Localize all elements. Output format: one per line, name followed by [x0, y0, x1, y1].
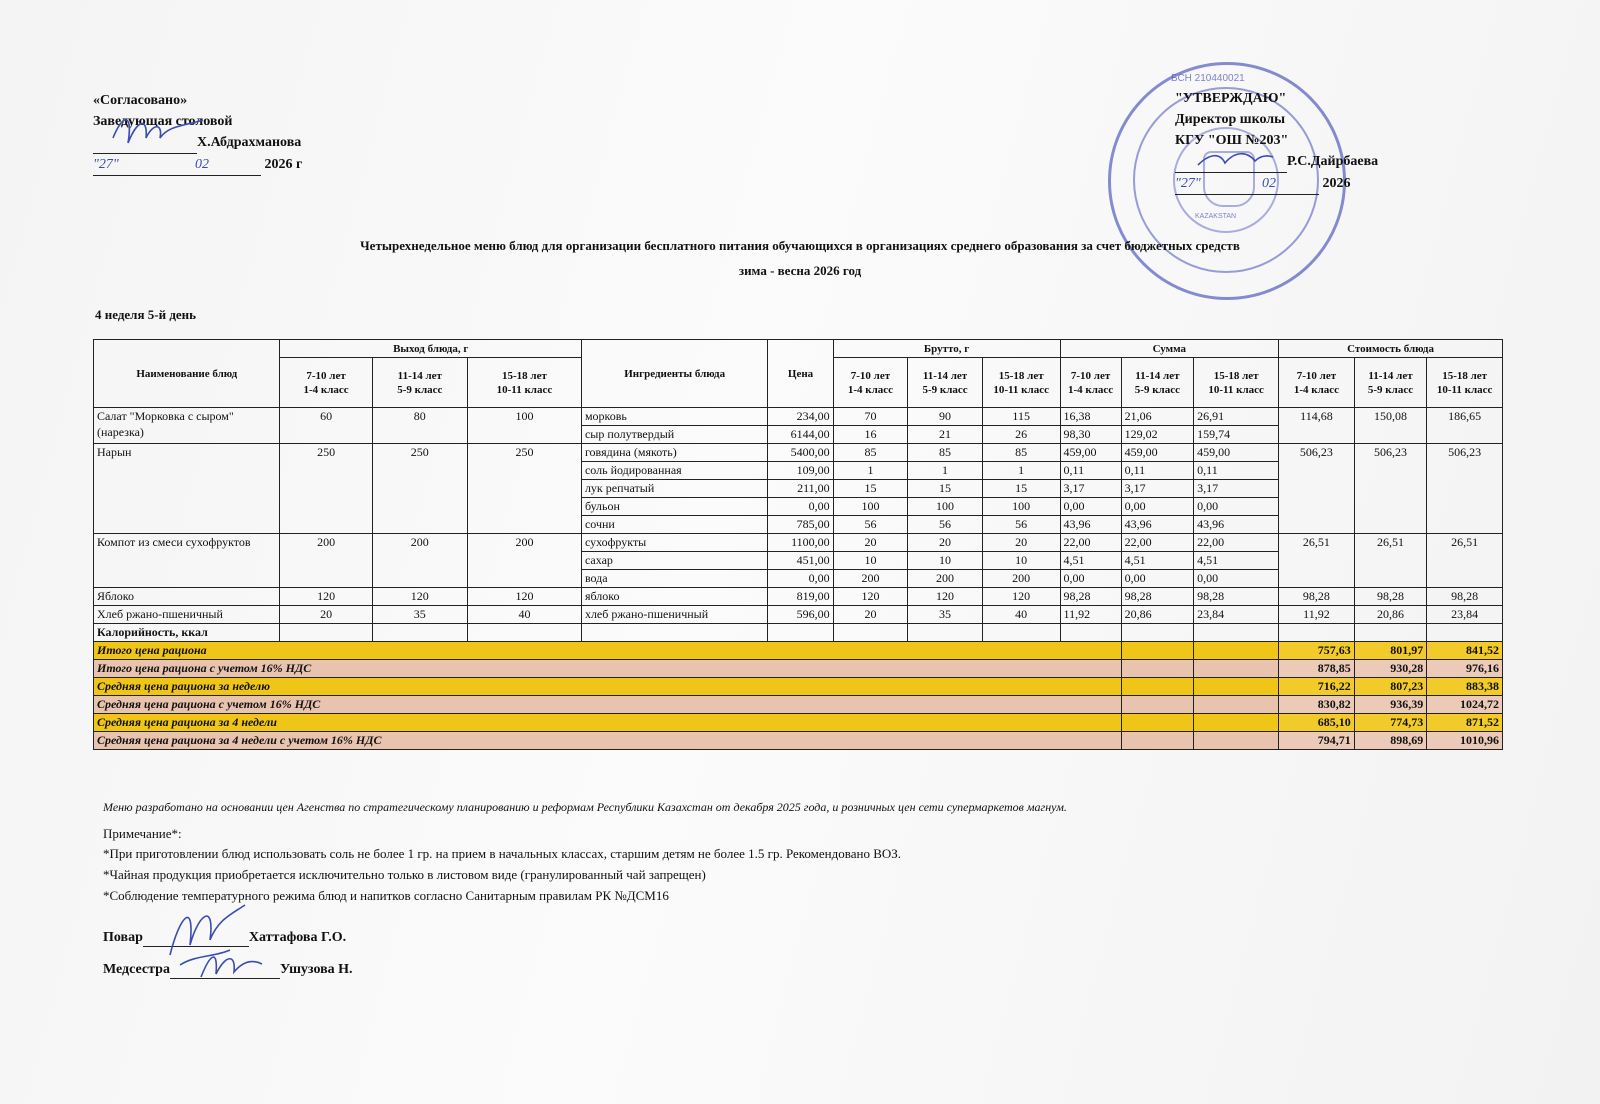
ingredient-brutto: 200 [908, 570, 983, 588]
ingredient-brutto: 200 [833, 570, 908, 588]
ingredient-name: бульон [581, 498, 767, 516]
dish-cost: 26,51 [1354, 534, 1427, 588]
ingredient-brutto: 20 [833, 606, 908, 624]
approved-position: Директор школы [1175, 112, 1286, 127]
ingredient-sum: 11,92 [1060, 606, 1121, 624]
ingredient-brutto: 1 [982, 462, 1060, 480]
dish-name: Салат "Морковка с сыром" (нарезка) [94, 408, 280, 444]
ingredient-brutto: 100 [982, 498, 1060, 516]
table-row [94, 588, 1503, 606]
ingredient-brutto: 15 [908, 480, 983, 498]
cook-name: Хаттафова Г.О. [248, 930, 347, 945]
ingredient-sum: 0,00 [1121, 570, 1194, 588]
ingredient-brutto: 56 [908, 516, 983, 534]
summary-value: 930,28 [1354, 660, 1427, 678]
ingredient-sum: 0,00 [1194, 570, 1279, 588]
calories-cell [1279, 624, 1355, 642]
summary-cell [1121, 732, 1194, 750]
dish-output: 250 [280, 444, 372, 534]
summary-value: 716,22 [1279, 678, 1355, 696]
summary-value: 774,73 [1354, 714, 1427, 732]
summary-value: 807,23 [1354, 678, 1427, 696]
summary-cell [1194, 732, 1279, 750]
agreed-position: Заведующая столовой [93, 114, 233, 129]
ingredient-name: соль йодированная [581, 462, 767, 480]
col-output: Выход блюда, г [280, 340, 581, 358]
table-row [94, 534, 1503, 552]
ingredient-price: 819,00 [768, 588, 833, 606]
ingredient-brutto: 1 [833, 462, 908, 480]
dish-cost: 23,84 [1427, 606, 1503, 624]
ingredient-sum: 0,00 [1060, 570, 1121, 588]
dish-cost: 506,23 [1427, 444, 1503, 534]
summary-cell [1121, 642, 1194, 660]
ingredient-sum: 98,28 [1121, 588, 1194, 606]
approved-year: 2026 [1322, 176, 1351, 191]
ingredient-brutto: 20 [833, 534, 908, 552]
ingredient-brutto: 100 [908, 498, 983, 516]
cost-age-header-2: 11-14 лет 5-9 класс [1354, 358, 1427, 408]
note-1: *При приготовлении блюд использовать соль не более 1 гр. на прием в начальных классах, старшим детям не более 1.5 гр. Рекомендовано ВОЗ. [103, 846, 902, 861]
summary-cell [1121, 696, 1194, 714]
calories-cell [1427, 624, 1503, 642]
agreed-title: «Согласовано» [93, 93, 188, 108]
dish-cost: 26,51 [1427, 534, 1503, 588]
ingredient-sum: 0,11 [1194, 462, 1279, 480]
calories-cell [467, 624, 581, 642]
ingredient-sum: 98,30 [1060, 426, 1121, 444]
summary-value: 841,52 [1427, 642, 1503, 660]
ingredient-brutto: 15 [833, 480, 908, 498]
brutto-age-header-1: 7-10 лет 1-4 класс [833, 358, 908, 408]
sum-age-header-2: 11-14 лет 5-9 класс [1121, 358, 1194, 408]
summary-row [94, 642, 1503, 660]
calories-label: Калорийность, ккал [94, 624, 280, 642]
ingredient-sum: 3,17 [1060, 480, 1121, 498]
dish-name: Хлеб ржано-пшеничный [94, 606, 280, 624]
ingredient-price: 0,00 [768, 498, 833, 516]
dish-cost: 150,08 [1354, 408, 1427, 444]
summary-value: 1010,96 [1427, 732, 1503, 750]
dish-output: 40 [467, 606, 581, 624]
dish-cost: 26,51 [1279, 534, 1355, 588]
ingredient-brutto: 120 [982, 588, 1060, 606]
ingredient-sum: 98,28 [1060, 588, 1121, 606]
ingredient-name: говядина (мякоть) [581, 444, 767, 462]
col-ingredients: Ингредиенты блюда [581, 340, 767, 408]
note-2: *Чайная продукция приобретается исключительно только в листовом виде (гранулированный чай запрещен) [103, 867, 706, 882]
ingredient-sum: 3,17 [1121, 480, 1194, 498]
ingredient-sum: 129,02 [1121, 426, 1194, 444]
dish-output: 80 [372, 408, 467, 444]
ingredient-sum: 21,06 [1121, 408, 1194, 426]
approved-org: КГУ "ОШ №203" [1175, 133, 1289, 148]
dish-output: 200 [280, 534, 372, 588]
ingredient-brutto: 70 [833, 408, 908, 426]
ingredient-brutto: 115 [982, 408, 1060, 426]
ingredient-brutto: 200 [982, 570, 1060, 588]
brutto-age-header-2: 11-14 лет 5-9 класс [908, 358, 983, 408]
week-day-label: 4 неделя 5-й день [95, 307, 197, 322]
ingredient-sum: 20,86 [1121, 606, 1194, 624]
ingredient-sum: 22,00 [1194, 534, 1279, 552]
nurse-signature-line: Медсестра Ушузова Н. [103, 962, 353, 977]
dish-output: 250 [467, 444, 581, 534]
ingredient-sum: 4,51 [1194, 552, 1279, 570]
summary-label: Средняя цена рациона за 4 недели с учетом 16% НДС [94, 732, 1122, 750]
summary-value: 1024,72 [1427, 696, 1503, 714]
col-dish: Наименование блюд [94, 340, 280, 408]
dish-cost: 506,23 [1279, 444, 1355, 534]
summary-label: Итого цена рациона с учетом 16% НДС [94, 660, 1122, 678]
summary-cell [1194, 678, 1279, 696]
approved-title: "УТВЕРЖДАЮ" [1175, 91, 1287, 106]
calories-cell [1354, 624, 1427, 642]
ingredient-sum: 22,00 [1060, 534, 1121, 552]
calories-cell [581, 624, 767, 642]
ingredient-name: сочни [581, 516, 767, 534]
ingredient-price: 451,00 [768, 552, 833, 570]
summary-row [94, 732, 1503, 750]
calories-row [94, 624, 1503, 642]
ingredient-name: морковь [581, 408, 767, 426]
cook-signature-line: Повар Хаттафова Г.О. [103, 930, 347, 945]
approved-signature-icon [1195, 145, 1275, 175]
summary-value: 757,63 [1279, 642, 1355, 660]
dish-cost: 11,92 [1279, 606, 1355, 624]
ingredient-brutto: 16 [833, 426, 908, 444]
ingredient-brutto: 26 [982, 426, 1060, 444]
ingredient-brutto: 40 [982, 606, 1060, 624]
ingredient-price: 0,00 [768, 570, 833, 588]
calories-cell [1121, 624, 1194, 642]
ingredient-sum: 26,91 [1194, 408, 1279, 426]
summary-label: Средняя цена рациона с учетом 16% НДС [94, 696, 1122, 714]
brutto-age-header-3: 15-18 лет 10-11 класс [982, 358, 1060, 408]
ingredient-name: яблоко [581, 588, 767, 606]
dish-cost: 506,23 [1354, 444, 1427, 534]
ingredient-brutto: 85 [982, 444, 1060, 462]
menu-table-body [94, 408, 1503, 750]
summary-value: 871,52 [1427, 714, 1503, 732]
ingredient-sum: 23,84 [1194, 606, 1279, 624]
summary-row [94, 696, 1503, 714]
ingredient-brutto: 90 [908, 408, 983, 426]
summary-cell [1121, 714, 1194, 732]
agreed-name: Х.Абдрахманова [197, 135, 302, 150]
dish-cost: 98,28 [1279, 588, 1355, 606]
cost-age-header-3: 15-18 лет 10-11 класс [1427, 358, 1503, 408]
ingredient-price: 596,00 [768, 606, 833, 624]
approved-date: "27" 02 2026 [1175, 173, 1378, 195]
dish-output: 120 [467, 588, 581, 606]
ingredient-sum: 459,00 [1194, 444, 1279, 462]
col-sum: Сумма [1060, 340, 1279, 358]
ingredient-sum: 43,96 [1060, 516, 1121, 534]
summary-cell [1121, 678, 1194, 696]
dish-cost: 186,65 [1427, 408, 1503, 444]
ingredient-sum: 4,51 [1121, 552, 1194, 570]
ingredient-brutto: 1 [908, 462, 983, 480]
nurse-signature-icon [196, 942, 266, 987]
ingredient-sum: 459,00 [1121, 444, 1194, 462]
ingredient-price: 1100,00 [768, 534, 833, 552]
dish-cost: 20,86 [1354, 606, 1427, 624]
school-stamp: БСН 210440021 KAZAKSTAN [1108, 62, 1346, 300]
dish-output: 200 [372, 534, 467, 588]
ingredient-sum: 0,00 [1121, 498, 1194, 516]
summary-value: 830,82 [1279, 696, 1355, 714]
output-age-header-1: 7-10 лет 1-4 класс [280, 358, 372, 408]
calories-cell [280, 624, 372, 642]
col-price: Цена [768, 340, 833, 408]
dish-name: Яблоко [94, 588, 280, 606]
ingredient-name: сыр полутвердый [581, 426, 767, 444]
ingredient-brutto: 120 [908, 588, 983, 606]
col-brutto: Брутто, г [833, 340, 1060, 358]
ingredient-price: 785,00 [768, 516, 833, 534]
ingredient-sum: 0,11 [1121, 462, 1194, 480]
ingredient-brutto: 35 [908, 606, 983, 624]
dish-output: 100 [467, 408, 581, 444]
ingredient-name: лук репчатый [581, 480, 767, 498]
menu-table [93, 339, 1503, 750]
ingredient-brutto: 21 [908, 426, 983, 444]
note-title: Примечание*: [103, 826, 182, 841]
summary-value: 794,71 [1279, 732, 1355, 750]
dish-name: Нарын [94, 444, 280, 534]
dish-output: 35 [372, 606, 467, 624]
summary-row [94, 678, 1503, 696]
nurse-name: Ушузова Н. [279, 962, 353, 977]
summary-value: 898,69 [1354, 732, 1427, 750]
dish-output: 250 [372, 444, 467, 534]
ingredient-brutto: 20 [982, 534, 1060, 552]
summary-value: 685,10 [1279, 714, 1355, 732]
ingredient-name: вода [581, 570, 767, 588]
sum-age-header-3: 15-18 лет 10-11 класс [1194, 358, 1279, 408]
ingredient-name: хлеб ржано-пшеничный [581, 606, 767, 624]
ingredient-sum: 98,28 [1194, 588, 1279, 606]
ingredient-price: 6144,00 [768, 426, 833, 444]
calories-cell [1194, 624, 1279, 642]
source-note: Меню разработано на основании цен Агенства по стратегическому планированию и реформам Республики Казахстан от декабря 2025 года, и розничных цен сети супермаркетов магнум. [103, 800, 1067, 814]
ingredient-brutto: 15 [982, 480, 1060, 498]
note-3: *Соблюдение температурного режима блюд и напитков согласно Санитарным правилам РК №ДСМ16 [103, 888, 669, 903]
summary-cell [1194, 714, 1279, 732]
summary-value: 801,97 [1354, 642, 1427, 660]
ingredient-brutto: 120 [833, 588, 908, 606]
agreed-year: 2026 г [264, 157, 303, 172]
agreed-date: "27" 02 2026 г [93, 154, 302, 176]
menu-season: зима - весна 2026 год [738, 263, 862, 278]
calories-cell [833, 624, 908, 642]
ingredient-sum: 3,17 [1194, 480, 1279, 498]
dish-cost: 114,68 [1279, 408, 1355, 444]
output-age-header-2: 11-14 лет 5-9 класс [372, 358, 467, 408]
menu-title: Четырехнедельное меню блюд для организации бесплатного питания обучающихся в организациях среднего образования за счет бюджетных средств [360, 238, 1240, 253]
dish-output: 200 [467, 534, 581, 588]
calories-cell [982, 624, 1060, 642]
table-row [94, 444, 1503, 462]
summary-value: 976,16 [1427, 660, 1503, 678]
ingredient-sum: 22,00 [1121, 534, 1194, 552]
summary-cell [1194, 642, 1279, 660]
sum-age-header-1: 7-10 лет 1-4 класс [1060, 358, 1121, 408]
ingredient-sum: 459,00 [1060, 444, 1121, 462]
ingredient-sum: 0,00 [1194, 498, 1279, 516]
summary-label: Итого цена рациона [94, 642, 1122, 660]
cost-age-header-1: 7-10 лет 1-4 класс [1279, 358, 1355, 408]
ingredient-brutto: 85 [833, 444, 908, 462]
summary-label: Средняя цена рациона за 4 недели [94, 714, 1122, 732]
approved-name: Р.С.Дайрбаева [1287, 154, 1379, 169]
dish-cost: 98,28 [1354, 588, 1427, 606]
ingredient-sum: 16,38 [1060, 408, 1121, 426]
agreed-signature-icon [108, 108, 208, 158]
ingredient-brutto: 20 [908, 534, 983, 552]
summary-row [94, 660, 1503, 678]
ingredient-price: 109,00 [768, 462, 833, 480]
ingredient-sum: 43,96 [1194, 516, 1279, 534]
calories-cell [768, 624, 833, 642]
ingredient-sum: 0,00 [1060, 498, 1121, 516]
summary-value: 883,38 [1427, 678, 1503, 696]
ingredient-name: сахар [581, 552, 767, 570]
ingredient-price: 5400,00 [768, 444, 833, 462]
ingredient-sum: 4,51 [1060, 552, 1121, 570]
ingredient-price: 211,00 [768, 480, 833, 498]
table-row [94, 408, 1503, 426]
ingredient-price: 234,00 [768, 408, 833, 426]
ingredient-sum: 159,74 [1194, 426, 1279, 444]
ingredient-name: сухофрукты [581, 534, 767, 552]
summary-value: 936,39 [1354, 696, 1427, 714]
summary-row [94, 714, 1503, 732]
calories-cell [372, 624, 467, 642]
output-age-header-3: 15-18 лет 10-11 класс [467, 358, 581, 408]
summary-label: Средняя цена рациона за неделю [94, 678, 1122, 696]
calories-cell [908, 624, 983, 642]
ingredient-sum: 43,96 [1121, 516, 1194, 534]
ingredient-brutto: 100 [833, 498, 908, 516]
dish-output: 60 [280, 408, 372, 444]
dish-output: 120 [280, 588, 372, 606]
table-row [94, 606, 1503, 624]
ingredient-brutto: 10 [982, 552, 1060, 570]
summary-cell [1121, 660, 1194, 678]
summary-cell [1194, 696, 1279, 714]
ingredient-brutto: 10 [833, 552, 908, 570]
dish-output: 120 [372, 588, 467, 606]
summary-cell [1194, 660, 1279, 678]
ingredient-brutto: 56 [982, 516, 1060, 534]
dish-name: Компот из смеси сухофруктов [94, 534, 280, 588]
ingredient-sum: 0,11 [1060, 462, 1121, 480]
col-cost: Стоимость блюда [1279, 340, 1503, 358]
ingredient-brutto: 56 [833, 516, 908, 534]
approved-block [1175, 88, 1378, 195]
summary-value: 878,85 [1279, 660, 1355, 678]
ingredient-brutto: 85 [908, 444, 983, 462]
dish-cost: 98,28 [1427, 588, 1503, 606]
calories-cell [1060, 624, 1121, 642]
ingredient-brutto: 10 [908, 552, 983, 570]
dish-output: 20 [280, 606, 372, 624]
